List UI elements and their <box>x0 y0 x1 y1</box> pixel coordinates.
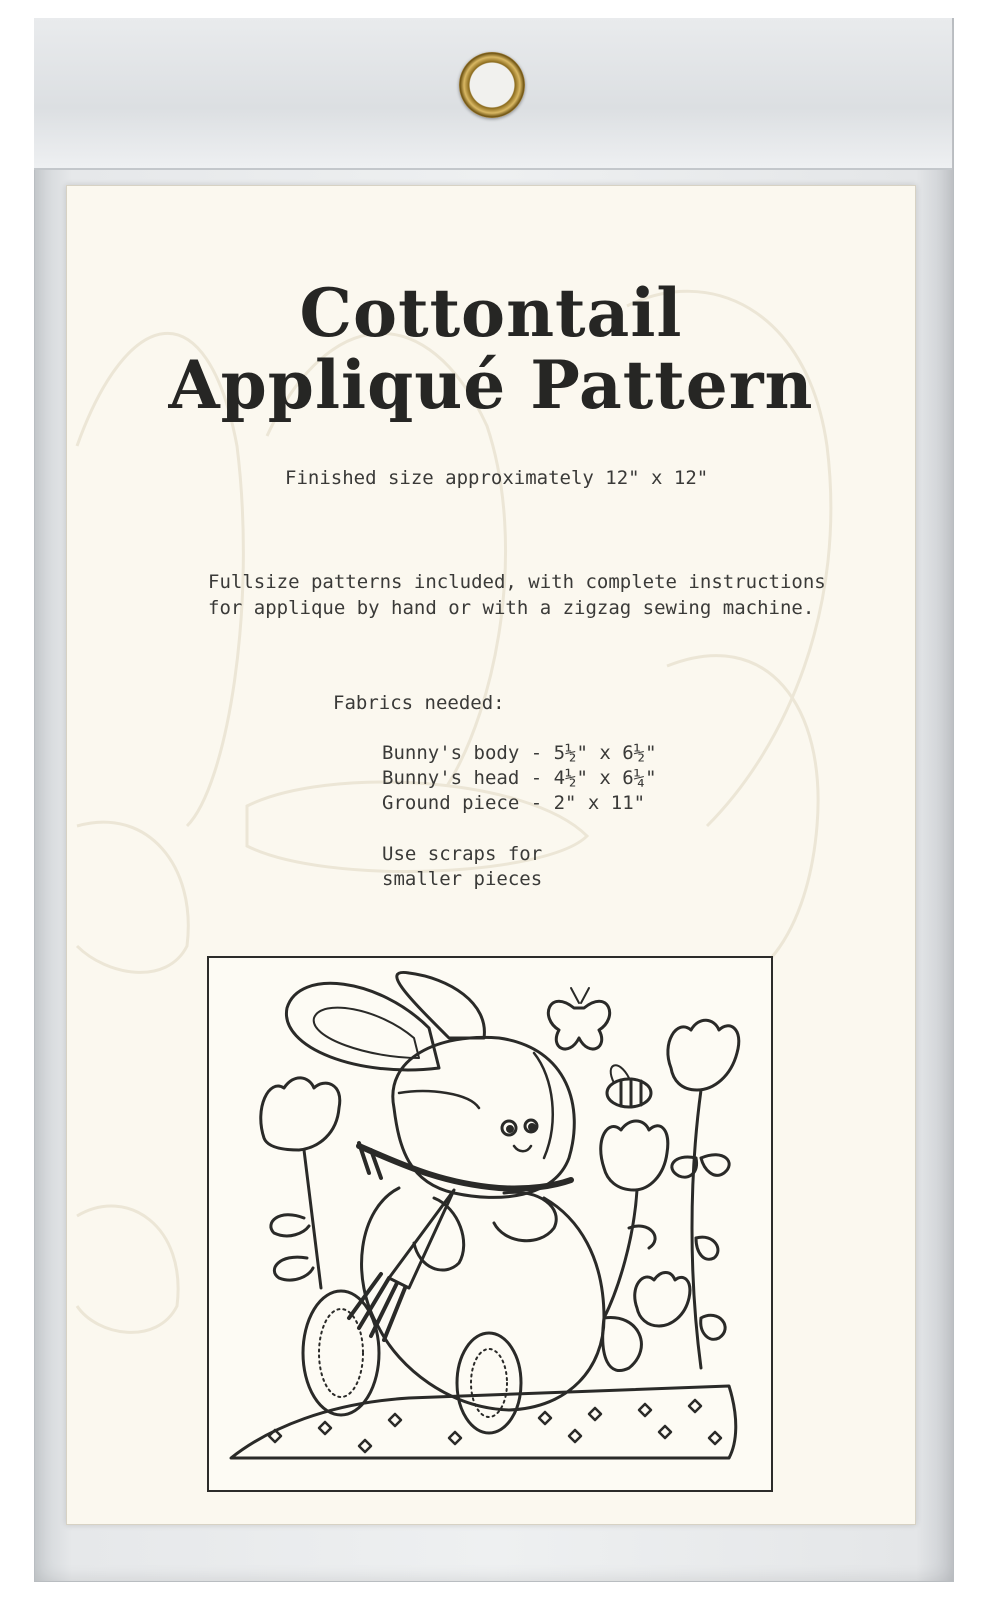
scraps-note-line-1: Use scraps for <box>382 843 543 865</box>
left-tulip <box>261 1078 340 1150</box>
bunny-right-ear <box>397 972 485 1038</box>
description-line-2: for applique by hand or with a zigzag sewing machine. <box>208 597 815 619</box>
ground-piece <box>231 1386 736 1458</box>
bunny-illustration <box>207 956 773 1492</box>
hanging-grommet-icon <box>459 52 525 118</box>
bunny-left-ear <box>286 983 439 1070</box>
pattern-card <box>66 185 916 1525</box>
right-tall-tulip <box>668 1020 739 1090</box>
fabric-item-head: Bunny's head - 4½" x 6¼" <box>382 767 657 789</box>
pattern-title-line-1: Cottontail <box>299 274 683 352</box>
fabrics-heading: Fabrics needed: <box>333 692 505 714</box>
middle-tulip <box>601 1121 668 1190</box>
bunny-body <box>362 1188 604 1410</box>
description-line-1: Fullsize patterns included, with complete instructions <box>208 571 826 593</box>
small-tulip <box>635 1273 690 1327</box>
bunny-left-ear-inner <box>314 1008 419 1058</box>
fabric-item-ground: Ground piece - 2" x 11" <box>382 792 646 814</box>
bunny-tail <box>603 1318 642 1371</box>
fabric-item-body: Bunny's body - 5½" x 6½" <box>382 742 657 764</box>
scraps-note-line-2: smaller pieces <box>382 868 543 890</box>
finished-size: Finished size approximately 12" x 12" <box>285 467 709 489</box>
pattern-title-line-2: Appliqué Pattern <box>168 346 814 424</box>
bunny-scarf <box>359 1146 571 1189</box>
butterfly <box>548 1001 609 1049</box>
